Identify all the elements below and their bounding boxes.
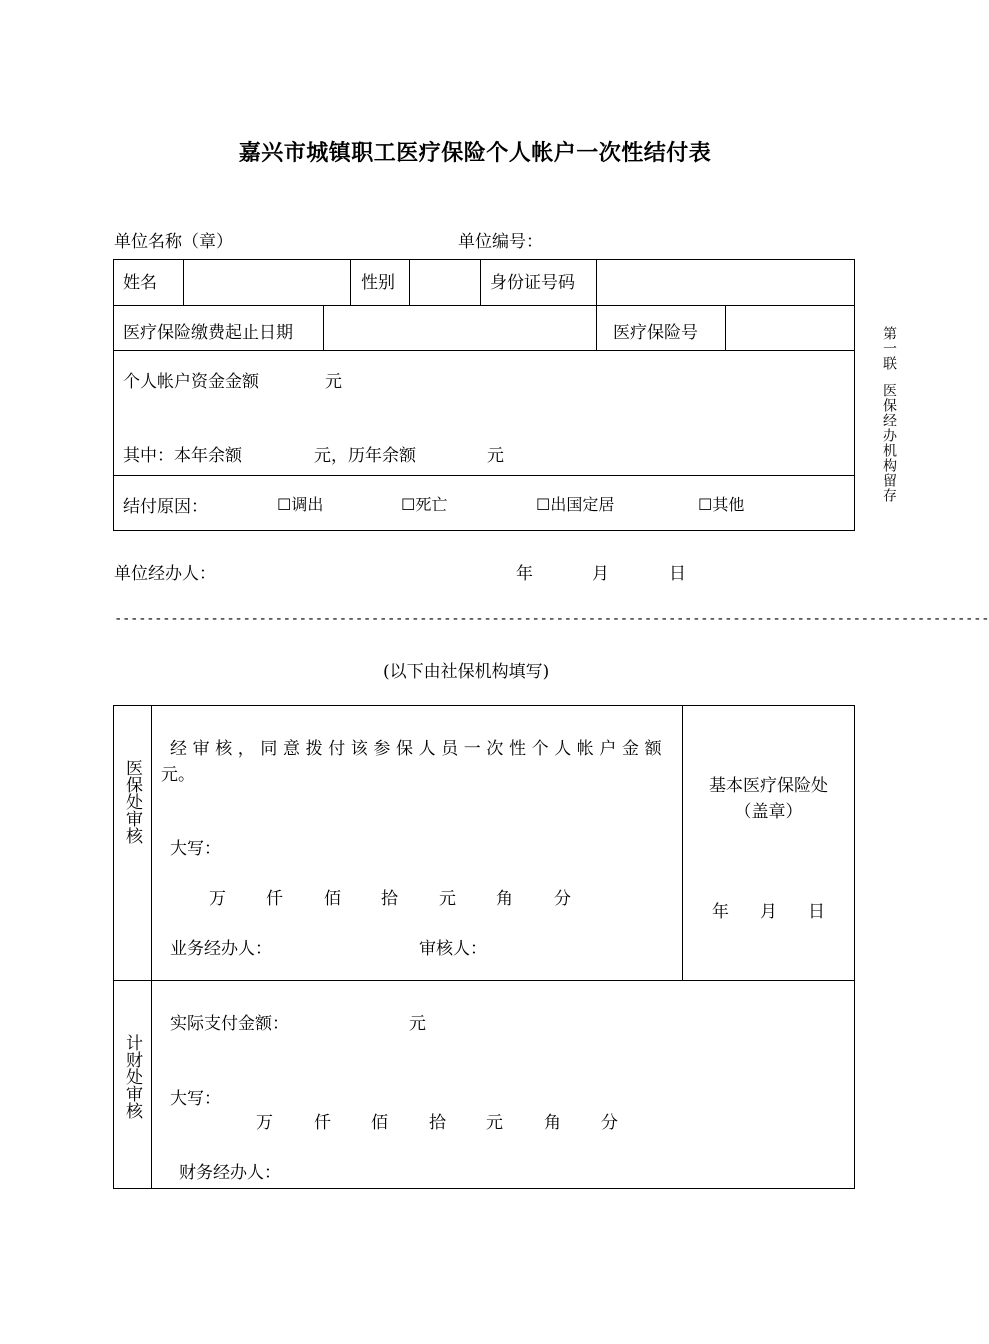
finance-unit-jiao: 角 xyxy=(544,1113,561,1133)
account-amount-unit: 元 xyxy=(325,372,342,392)
unit-jiao: 角 xyxy=(496,889,513,909)
medical-review-label: 医保处审核 xyxy=(122,759,142,844)
account-amount-label: 个人帐户资金金额 xyxy=(123,372,259,392)
reason-option-death-checkbox[interactable]: ☐死亡 xyxy=(401,495,448,514)
finance-handler-label: 财务经办人： xyxy=(179,1163,281,1183)
actual-payment-unit: 元 xyxy=(409,1014,426,1034)
unit-code-label: 单位编号： xyxy=(458,232,543,252)
business-handler-label: 业务经办人： xyxy=(170,939,272,959)
medical-capital-label: 大写： xyxy=(170,839,221,859)
previous-years-balance-unit: 元 xyxy=(487,446,504,466)
unit-fen: 分 xyxy=(554,889,571,909)
unit-bai: 佰 xyxy=(324,889,341,909)
reason-option-transfer-checkbox[interactable]: ☐调出 xyxy=(277,495,324,514)
finance-capital-label: 大写： xyxy=(170,1089,221,1109)
unit-qian: 仟 xyxy=(266,889,283,909)
gender-label: 性别 xyxy=(361,273,395,293)
unit-handler-label: 单位经办人： xyxy=(114,564,216,584)
unit-name-label: 单位名称（章） xyxy=(114,232,233,252)
finance-unit-qian: 仟 xyxy=(314,1113,331,1133)
name-field[interactable] xyxy=(185,262,348,302)
gender-field[interactable] xyxy=(411,262,478,302)
approval-text: 经审核，同意拨付该参保人员一次性个人帐户金额 xyxy=(170,739,668,759)
reason-option-emigration-checkbox[interactable]: ☐出国定居 xyxy=(536,495,615,514)
office-date-month: 月 xyxy=(760,902,777,922)
form-title: 嘉兴市城镇职工医疗保险个人帐户一次性结付表 xyxy=(238,140,712,166)
agency-fill-note: (以下由社保机构填写) xyxy=(383,662,550,682)
reason-label: 结付原因： xyxy=(123,497,208,517)
name-label: 姓名 xyxy=(123,273,157,293)
date-day-label: 日 xyxy=(669,564,686,584)
unit-wan: 万 xyxy=(209,889,226,909)
finance-unit-wan: 万 xyxy=(256,1113,273,1133)
finance-unit-bai: 佰 xyxy=(371,1113,388,1133)
copy-destination: 医保经办机构留存 xyxy=(881,383,897,503)
insurance-office-label: 基本医疗保险处 xyxy=(709,776,828,796)
reviewer-label: 审核人： xyxy=(419,939,487,959)
reason-option-other-checkbox[interactable]: ☐其他 xyxy=(698,495,745,514)
current-year-balance-label: 其中：本年余额 xyxy=(123,446,242,466)
date-year-label: 年 xyxy=(516,564,533,584)
id-number-label: 身份证号码 xyxy=(490,273,575,293)
previous-years-balance-label: 元，历年余额 xyxy=(314,446,416,466)
insurance-number-label: 医疗保险号 xyxy=(613,323,698,343)
finance-review-label: 计财处审核 xyxy=(122,1034,142,1119)
date-month-label: 月 xyxy=(592,564,609,584)
cut-line: ------------------------------------------------------------------------------------------------------------- xyxy=(114,611,989,627)
finance-unit-fen: 分 xyxy=(601,1113,618,1133)
office-seal-label: （盖章） xyxy=(734,802,803,822)
unit-shi: 拾 xyxy=(381,889,398,909)
finance-unit-shi: 拾 xyxy=(429,1113,446,1133)
unit-yuan: 元 xyxy=(439,889,456,909)
insurance-number-field[interactable] xyxy=(727,308,852,348)
id-number-field[interactable] xyxy=(598,262,852,302)
copy-note xyxy=(878,326,900,503)
office-date-year: 年 xyxy=(712,902,729,922)
pay-period-field[interactable] xyxy=(325,308,594,348)
pay-period-label: 医疗保险缴费起止日期 xyxy=(123,323,293,343)
approval-text-end: 元。 xyxy=(161,765,195,785)
office-date-day: 日 xyxy=(808,902,825,922)
copy-number: 第一联 xyxy=(881,326,897,371)
actual-payment-label: 实际支付金额： xyxy=(170,1014,289,1034)
finance-unit-yuan: 元 xyxy=(486,1113,503,1133)
